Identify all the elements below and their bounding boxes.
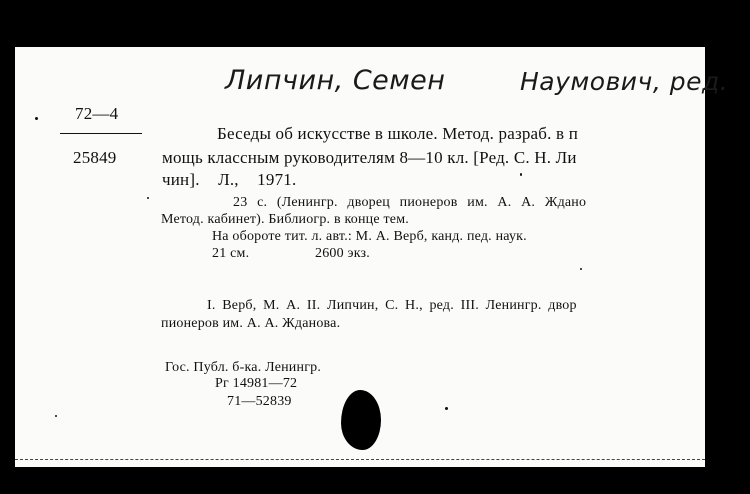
handwritten-author-name: Липчин, Семен: [225, 65, 446, 96]
call-number-top: 72—4: [75, 104, 119, 123]
speck: [55, 415, 57, 417]
library-code-1: Рг 14981—72: [215, 376, 298, 391]
call-number-rule: [60, 133, 142, 134]
tracings-line-1: I. Верб, М. А. II. Липчин, С. Н., ред. III. Ленингр. двор: [207, 298, 577, 313]
description-line-3: чин]. Л., 1971.: [162, 170, 297, 189]
physical-line-3: На обороте тит. л. авт.: М. А. Верб, канд. пед. наук.: [212, 229, 527, 244]
physical-copies: 2600 экз.: [315, 246, 370, 261]
speck: [580, 268, 582, 270]
physical-line-2: Метод. кабинет). Библиогр. в конце тем.: [161, 212, 409, 227]
library-name: Гос. Публ. б-ка. Ленингр.: [165, 360, 322, 375]
physical-line-1: 23 с. (Ленингр. дворец пионеров им. А. А. Ждано: [233, 195, 587, 210]
speck: [35, 117, 38, 120]
library-code-2: 71—52839: [227, 394, 292, 409]
speck: [147, 197, 149, 199]
description-line-2: мощь классным руководителям 8—10 кл. [Ред. С. Н. Ли: [162, 148, 577, 167]
speck: [520, 173, 522, 176]
tracings-line-2: пионеров им. А. А. Жданова.: [161, 316, 341, 331]
card-bottom-edge: [15, 459, 705, 460]
handwritten-patronymic: Наумович, ред.: [520, 67, 729, 96]
description-line-1: Беседы об искусстве в школе. Метод. разраб. в п: [217, 124, 579, 143]
speck: [445, 407, 448, 410]
call-number-bottom: 25849: [73, 148, 117, 167]
physical-size: 21 см.: [212, 246, 250, 261]
ink-blot: [341, 390, 381, 450]
